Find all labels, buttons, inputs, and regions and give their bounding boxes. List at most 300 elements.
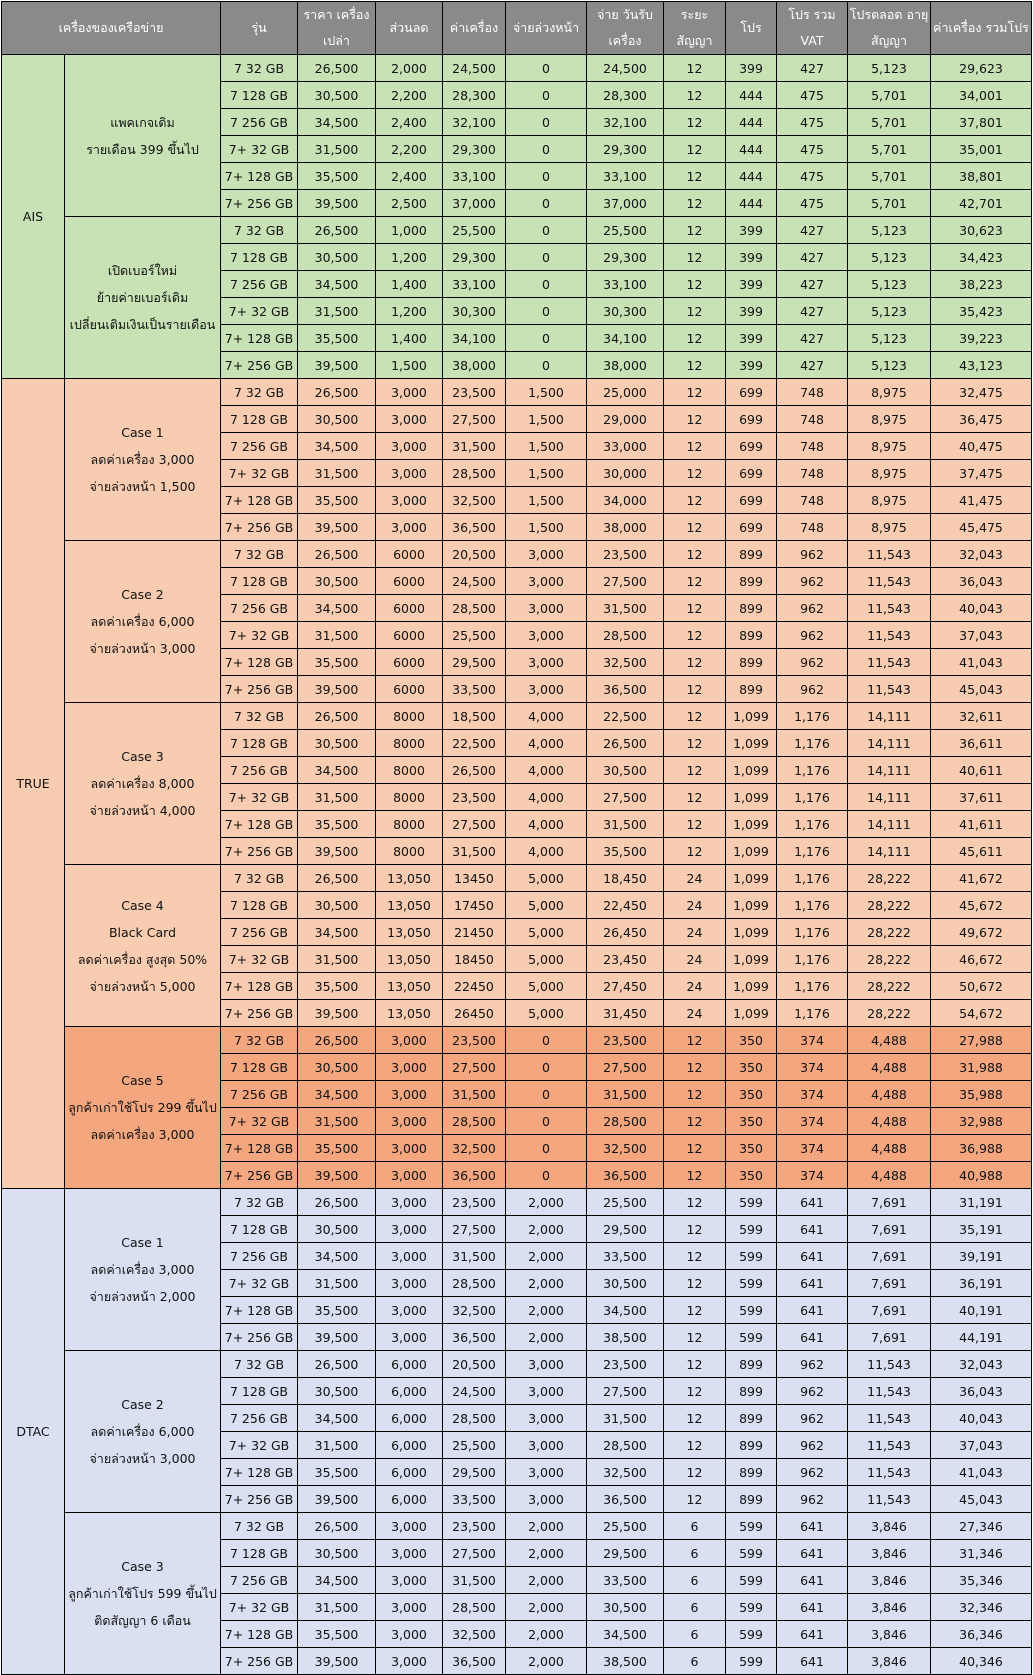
cell-advance-payment: 5,000 (506, 1000, 587, 1027)
cell-contract-term: 12 (664, 163, 726, 190)
cell-plan-incl-vat: 1,176 (777, 865, 848, 892)
cell-model: 7+ 32 GB (221, 622, 298, 649)
cell-plan-incl-vat: 1,176 (777, 892, 848, 919)
cell-device-price: 20,500 (443, 541, 506, 568)
package-description: Case 1 ลดค่าเครื่อง 3,000 จ่ายล่วงหน้า 1,500 (65, 379, 221, 541)
cell-device-price: 28,500 (443, 1270, 506, 1297)
cell-model: 7 256 GB (221, 595, 298, 622)
cell-total-with-plan: 27,988 (931, 1027, 1032, 1054)
cell-plan: 899 (726, 1486, 777, 1513)
cell-plan: 399 (726, 298, 777, 325)
cell-device-price: 29,500 (443, 1459, 506, 1486)
cell-plan-full-term: 4,488 (848, 1162, 931, 1189)
cell-advance-payment: 0 (506, 136, 587, 163)
cell-plan: 699 (726, 406, 777, 433)
cell-plan-incl-vat: 427 (777, 55, 848, 82)
cell-discount: 3,000 (376, 379, 443, 406)
cell-plan: 599 (726, 1216, 777, 1243)
cell-discount: 3,000 (376, 1027, 443, 1054)
cell-advance-payment: 0 (506, 298, 587, 325)
cell-device-price: 31,500 (443, 1567, 506, 1594)
cell-total-with-plan: 45,475 (931, 514, 1032, 541)
cell-plan-incl-vat: 641 (777, 1621, 848, 1648)
cell-pay-on-pickup: 27,500 (587, 568, 664, 595)
cell-plan-incl-vat: 962 (777, 676, 848, 703)
cell-pay-on-pickup: 31,450 (587, 1000, 664, 1027)
cell-model: 7 128 GB (221, 568, 298, 595)
cell-advance-payment: 4,000 (506, 757, 587, 784)
cell-total-with-plan: 41,043 (931, 649, 1032, 676)
package-description: Case 3 ลูกค้าเก่าใช้โปร 599 ขึ้นไป ติดสัญญา 6 เดือน (65, 1513, 221, 1675)
table-row (2, 1189, 1032, 1216)
cell-plan: 899 (726, 649, 777, 676)
cell-plan-full-term: 11,543 (848, 1459, 931, 1486)
cell-list-price: 35,500 (298, 1297, 376, 1324)
cell-plan-full-term: 14,111 (848, 838, 931, 865)
cell-device-price: 33,100 (443, 163, 506, 190)
cell-pay-on-pickup: 31,500 (587, 1081, 664, 1108)
cell-discount: 1,200 (376, 298, 443, 325)
cell-plan-full-term: 7,691 (848, 1189, 931, 1216)
cell-plan: 1,099 (726, 757, 777, 784)
cell-total-with-plan: 42,701 (931, 190, 1032, 217)
cell-plan-full-term: 11,543 (848, 1432, 931, 1459)
cell-pay-on-pickup: 38,000 (587, 352, 664, 379)
cell-model: 7+ 32 GB (221, 946, 298, 973)
cell-contract-term: 12 (664, 1189, 726, 1216)
cell-plan: 599 (726, 1621, 777, 1648)
cell-plan-incl-vat: 427 (777, 352, 848, 379)
cell-model: 7+ 128 GB (221, 973, 298, 1000)
cell-pay-on-pickup: 30,500 (587, 757, 664, 784)
cell-device-price: 28,500 (443, 1405, 506, 1432)
cell-plan: 1,099 (726, 811, 777, 838)
cell-list-price: 30,500 (298, 1540, 376, 1567)
cell-list-price: 34,500 (298, 595, 376, 622)
cell-plan-incl-vat: 641 (777, 1324, 848, 1351)
cell-total-with-plan: 39,223 (931, 325, 1032, 352)
cell-discount: 3,000 (376, 1270, 443, 1297)
cell-plan: 444 (726, 163, 777, 190)
cell-plan-incl-vat: 1,176 (777, 784, 848, 811)
cell-contract-term: 12 (664, 649, 726, 676)
table-row (2, 55, 1032, 82)
cell-list-price: 26,500 (298, 1513, 376, 1540)
cell-list-price: 39,500 (298, 1648, 376, 1675)
cell-pay-on-pickup: 29,500 (587, 1540, 664, 1567)
cell-device-price: 28,500 (443, 1594, 506, 1621)
cell-device-price: 17450 (443, 892, 506, 919)
header-advance-payment: จ่ายล่วงหน้า (506, 2, 587, 55)
cell-pay-on-pickup: 25,500 (587, 1513, 664, 1540)
cell-advance-payment: 0 (506, 55, 587, 82)
cell-plan: 699 (726, 379, 777, 406)
cell-device-price: 24,500 (443, 55, 506, 82)
cell-advance-payment: 3,000 (506, 1378, 587, 1405)
cell-discount: 6000 (376, 541, 443, 568)
cell-plan: 1,099 (726, 784, 777, 811)
cell-list-price: 39,500 (298, 838, 376, 865)
cell-model: 7+ 128 GB (221, 1459, 298, 1486)
cell-device-price: 29,500 (443, 649, 506, 676)
cell-plan: 1,099 (726, 1000, 777, 1027)
cell-model: 7+ 128 GB (221, 811, 298, 838)
cell-discount: 3,000 (376, 1567, 443, 1594)
cell-contract-term: 12 (664, 568, 726, 595)
cell-list-price: 35,500 (298, 325, 376, 352)
cell-contract-term: 6 (664, 1540, 726, 1567)
cell-list-price: 26,500 (298, 1351, 376, 1378)
cell-model: 7+ 32 GB (221, 1108, 298, 1135)
cell-pay-on-pickup: 26,500 (587, 730, 664, 757)
cell-pay-on-pickup: 25,500 (587, 217, 664, 244)
cell-model: 7 32 GB (221, 379, 298, 406)
cell-pay-on-pickup: 25,000 (587, 379, 664, 406)
cell-discount: 3,000 (376, 1324, 443, 1351)
cell-pay-on-pickup: 36,500 (587, 1162, 664, 1189)
cell-total-with-plan: 41,475 (931, 487, 1032, 514)
cell-pay-on-pickup: 29,500 (587, 1216, 664, 1243)
cell-pay-on-pickup: 28,300 (587, 82, 664, 109)
cell-device-price: 37,000 (443, 190, 506, 217)
cell-discount: 6,000 (376, 1378, 443, 1405)
cell-total-with-plan: 39,191 (931, 1243, 1032, 1270)
cell-plan: 1,099 (726, 838, 777, 865)
cell-plan: 599 (726, 1540, 777, 1567)
cell-pay-on-pickup: 33,100 (587, 271, 664, 298)
cell-advance-payment: 3,000 (506, 1432, 587, 1459)
cell-advance-payment: 0 (506, 1162, 587, 1189)
cell-total-with-plan: 31,988 (931, 1054, 1032, 1081)
package-description: Case 2 ลดค่าเครื่อง 6,000 จ่ายล่วงหน้า 3,000 (65, 1351, 221, 1513)
cell-discount: 2,000 (376, 55, 443, 82)
cell-total-with-plan: 41,611 (931, 811, 1032, 838)
cell-pay-on-pickup: 33,500 (587, 1567, 664, 1594)
cell-list-price: 26,500 (298, 1189, 376, 1216)
cell-pay-on-pickup: 29,300 (587, 136, 664, 163)
cell-model: 7 32 GB (221, 703, 298, 730)
cell-discount: 3,000 (376, 1513, 443, 1540)
cell-plan-full-term: 11,543 (848, 1351, 931, 1378)
cell-contract-term: 24 (664, 946, 726, 973)
cell-list-price: 35,500 (298, 649, 376, 676)
cell-device-price: 23,500 (443, 1027, 506, 1054)
cell-total-with-plan: 30,623 (931, 217, 1032, 244)
cell-plan-incl-vat: 427 (777, 298, 848, 325)
cell-total-with-plan: 36,346 (931, 1621, 1032, 1648)
cell-plan: 899 (726, 676, 777, 703)
cell-plan: 1,099 (726, 973, 777, 1000)
cell-model: 7 32 GB (221, 541, 298, 568)
cell-plan-full-term: 3,846 (848, 1621, 931, 1648)
cell-contract-term: 12 (664, 298, 726, 325)
cell-advance-payment: 1,500 (506, 487, 587, 514)
cell-plan-full-term: 8,975 (848, 406, 931, 433)
cell-plan-incl-vat: 962 (777, 622, 848, 649)
cell-plan-full-term: 11,543 (848, 595, 931, 622)
cell-device-price: 23,500 (443, 1513, 506, 1540)
package-description: เปิดเบอร์ใหม่ ย้ายค่ายเบอร์เดิม เปลี่ยนเติมเงินเป็นรายเดือน (65, 217, 221, 379)
cell-pay-on-pickup: 38,500 (587, 1648, 664, 1675)
cell-plan-incl-vat: 748 (777, 406, 848, 433)
cell-plan-incl-vat: 962 (777, 1351, 848, 1378)
cell-plan-full-term: 5,701 (848, 82, 931, 109)
cell-plan-incl-vat: 475 (777, 190, 848, 217)
cell-plan: 350 (726, 1054, 777, 1081)
cell-model: 7 256 GB (221, 757, 298, 784)
cell-plan-incl-vat: 641 (777, 1270, 848, 1297)
cell-list-price: 34,500 (298, 1081, 376, 1108)
cell-list-price: 34,500 (298, 757, 376, 784)
cell-contract-term: 12 (664, 676, 726, 703)
cell-discount: 3,000 (376, 1297, 443, 1324)
cell-model: 7 128 GB (221, 892, 298, 919)
cell-contract-term: 12 (664, 514, 726, 541)
package-description: แพคเกจเดิม รายเดือน 399 ขึ้นไป (65, 55, 221, 217)
cell-plan-full-term: 8,975 (848, 379, 931, 406)
cell-contract-term: 12 (664, 1027, 726, 1054)
cell-contract-term: 12 (664, 406, 726, 433)
cell-list-price: 31,500 (298, 784, 376, 811)
cell-plan: 899 (726, 595, 777, 622)
cell-device-price: 28,300 (443, 82, 506, 109)
cell-list-price: 34,500 (298, 109, 376, 136)
cell-pay-on-pickup: 23,500 (587, 1351, 664, 1378)
cell-discount: 3,000 (376, 514, 443, 541)
cell-total-with-plan: 38,801 (931, 163, 1032, 190)
cell-contract-term: 12 (664, 622, 726, 649)
cell-plan: 699 (726, 514, 777, 541)
cell-discount: 3,000 (376, 460, 443, 487)
cell-device-price: 22450 (443, 973, 506, 1000)
cell-plan: 599 (726, 1297, 777, 1324)
cell-plan: 899 (726, 568, 777, 595)
network-name: DTAC (2, 1189, 65, 1675)
cell-total-with-plan: 54,672 (931, 1000, 1032, 1027)
table-body (2, 55, 1032, 1675)
cell-model: 7 128 GB (221, 1054, 298, 1081)
cell-model: 7+ 32 GB (221, 784, 298, 811)
cell-plan-full-term: 3,846 (848, 1648, 931, 1675)
cell-discount: 1,000 (376, 217, 443, 244)
cell-plan-incl-vat: 641 (777, 1189, 848, 1216)
cell-plan-incl-vat: 475 (777, 163, 848, 190)
cell-total-with-plan: 40,988 (931, 1162, 1032, 1189)
cell-contract-term: 12 (664, 55, 726, 82)
cell-contract-term: 12 (664, 82, 726, 109)
cell-discount: 13,050 (376, 865, 443, 892)
cell-plan-full-term: 28,222 (848, 892, 931, 919)
cell-plan-incl-vat: 427 (777, 244, 848, 271)
cell-plan-full-term: 4,488 (848, 1054, 931, 1081)
cell-device-price: 36,500 (443, 514, 506, 541)
cell-advance-payment: 5,000 (506, 973, 587, 1000)
cell-device-price: 29,300 (443, 244, 506, 271)
cell-contract-term: 12 (664, 379, 726, 406)
table-row (2, 541, 1032, 568)
cell-model: 7+ 256 GB (221, 1000, 298, 1027)
cell-discount: 1,400 (376, 271, 443, 298)
cell-plan-full-term: 11,543 (848, 649, 931, 676)
cell-plan-incl-vat: 1,176 (777, 946, 848, 973)
header-pay-on-pickup: จ่าย วันรับเครื่อง (587, 2, 664, 55)
cell-discount: 6,000 (376, 1459, 443, 1486)
cell-plan-full-term: 8,975 (848, 433, 931, 460)
cell-advance-payment: 0 (506, 1054, 587, 1081)
network-name: TRUE (2, 379, 65, 1189)
header-plan: โปร (726, 2, 777, 55)
cell-total-with-plan: 32,043 (931, 541, 1032, 568)
cell-plan: 599 (726, 1189, 777, 1216)
cell-device-price: 24,500 (443, 1378, 506, 1405)
cell-discount: 6000 (376, 649, 443, 676)
cell-discount: 2,400 (376, 163, 443, 190)
cell-list-price: 31,500 (298, 1108, 376, 1135)
cell-advance-payment: 3,000 (506, 1351, 587, 1378)
cell-list-price: 31,500 (298, 622, 376, 649)
cell-contract-term: 12 (664, 1297, 726, 1324)
cell-advance-payment: 4,000 (506, 811, 587, 838)
cell-discount: 6000 (376, 568, 443, 595)
cell-advance-payment: 2,000 (506, 1648, 587, 1675)
cell-model: 7+ 32 GB (221, 136, 298, 163)
cell-plan-full-term: 14,111 (848, 784, 931, 811)
cell-contract-term: 12 (664, 217, 726, 244)
cell-model: 7 256 GB (221, 919, 298, 946)
cell-plan: 1,099 (726, 946, 777, 973)
cell-device-price: 26450 (443, 1000, 506, 1027)
cell-list-price: 34,500 (298, 1405, 376, 1432)
cell-discount: 3,000 (376, 1540, 443, 1567)
cell-discount: 3,000 (376, 1648, 443, 1675)
cell-device-price: 20,500 (443, 1351, 506, 1378)
cell-model: 7 32 GB (221, 865, 298, 892)
cell-pay-on-pickup: 23,500 (587, 1027, 664, 1054)
cell-advance-payment: 0 (506, 1081, 587, 1108)
cell-discount: 2,200 (376, 82, 443, 109)
cell-advance-payment: 4,000 (506, 784, 587, 811)
cell-plan-full-term: 14,111 (848, 703, 931, 730)
cell-device-price: 29,300 (443, 136, 506, 163)
header-network: เครื่องของเครือข่าย (2, 2, 221, 55)
cell-list-price: 31,500 (298, 1594, 376, 1621)
cell-plan-full-term: 5,701 (848, 190, 931, 217)
cell-total-with-plan: 32,346 (931, 1594, 1032, 1621)
cell-pay-on-pickup: 22,500 (587, 703, 664, 730)
cell-plan-incl-vat: 1,176 (777, 730, 848, 757)
cell-device-price: 34,100 (443, 325, 506, 352)
cell-discount: 6000 (376, 622, 443, 649)
cell-advance-payment: 4,000 (506, 838, 587, 865)
cell-pay-on-pickup: 34,100 (587, 325, 664, 352)
cell-discount: 3,000 (376, 1108, 443, 1135)
cell-advance-payment: 3,000 (506, 676, 587, 703)
header-discount: ส่วนลด (376, 2, 443, 55)
cell-plan-incl-vat: 427 (777, 217, 848, 244)
cell-plan-incl-vat: 427 (777, 271, 848, 298)
cell-advance-payment: 4,000 (506, 703, 587, 730)
cell-contract-term: 12 (664, 1162, 726, 1189)
cell-model: 7+ 32 GB (221, 460, 298, 487)
cell-list-price: 31,500 (298, 946, 376, 973)
cell-advance-payment: 1,500 (506, 406, 587, 433)
cell-list-price: 31,500 (298, 136, 376, 163)
cell-model: 7 256 GB (221, 271, 298, 298)
cell-device-price: 38,000 (443, 352, 506, 379)
cell-pay-on-pickup: 32,100 (587, 109, 664, 136)
cell-device-price: 27,500 (443, 1054, 506, 1081)
cell-list-price: 39,500 (298, 352, 376, 379)
cell-advance-payment: 0 (506, 217, 587, 244)
cell-model: 7+ 128 GB (221, 649, 298, 676)
cell-total-with-plan: 35,001 (931, 136, 1032, 163)
cell-device-price: 28,500 (443, 1108, 506, 1135)
cell-device-price: 33,500 (443, 1486, 506, 1513)
cell-plan-incl-vat: 1,176 (777, 973, 848, 1000)
cell-plan-incl-vat: 748 (777, 487, 848, 514)
cell-contract-term: 6 (664, 1621, 726, 1648)
cell-model: 7 32 GB (221, 1351, 298, 1378)
cell-contract-term: 24 (664, 865, 726, 892)
cell-plan-full-term: 7,691 (848, 1216, 931, 1243)
cell-list-price: 26,500 (298, 865, 376, 892)
cell-pay-on-pickup: 26,450 (587, 919, 664, 946)
cell-model: 7 128 GB (221, 1216, 298, 1243)
cell-pay-on-pickup: 29,300 (587, 244, 664, 271)
cell-plan-full-term: 4,488 (848, 1108, 931, 1135)
cell-pay-on-pickup: 38,500 (587, 1324, 664, 1351)
cell-contract-term: 12 (664, 1081, 726, 1108)
cell-advance-payment: 5,000 (506, 865, 587, 892)
cell-model: 7 128 GB (221, 730, 298, 757)
cell-discount: 13,050 (376, 973, 443, 1000)
cell-total-with-plan: 40,346 (931, 1648, 1032, 1675)
cell-total-with-plan: 45,043 (931, 1486, 1032, 1513)
cell-contract-term: 12 (664, 433, 726, 460)
cell-plan-full-term: 11,543 (848, 541, 931, 568)
cell-total-with-plan: 40,043 (931, 595, 1032, 622)
table-row (2, 379, 1032, 406)
cell-plan: 399 (726, 244, 777, 271)
cell-total-with-plan: 49,672 (931, 919, 1032, 946)
cell-contract-term: 24 (664, 1000, 726, 1027)
cell-model: 7+ 128 GB (221, 487, 298, 514)
cell-advance-payment: 2,000 (506, 1594, 587, 1621)
cell-discount: 8000 (376, 811, 443, 838)
cell-plan-incl-vat: 962 (777, 1486, 848, 1513)
cell-plan: 399 (726, 217, 777, 244)
cell-list-price: 26,500 (298, 55, 376, 82)
cell-contract-term: 12 (664, 1243, 726, 1270)
cell-device-price: 36,500 (443, 1324, 506, 1351)
cell-plan-full-term: 3,846 (848, 1540, 931, 1567)
cell-total-with-plan: 32,988 (931, 1108, 1032, 1135)
cell-discount: 3,000 (376, 406, 443, 433)
cell-discount: 3,000 (376, 1243, 443, 1270)
cell-device-price: 18450 (443, 946, 506, 973)
cell-model: 7+ 256 GB (221, 1324, 298, 1351)
cell-plan: 350 (726, 1108, 777, 1135)
cell-pay-on-pickup: 23,500 (587, 541, 664, 568)
cell-plan-incl-vat: 374 (777, 1162, 848, 1189)
cell-plan-full-term: 28,222 (848, 865, 931, 892)
cell-plan-full-term: 4,488 (848, 1027, 931, 1054)
cell-model: 7 128 GB (221, 1540, 298, 1567)
cell-pay-on-pickup: 23,450 (587, 946, 664, 973)
cell-pay-on-pickup: 36,500 (587, 676, 664, 703)
cell-device-price: 25,500 (443, 1432, 506, 1459)
cell-advance-payment: 2,000 (506, 1567, 587, 1594)
